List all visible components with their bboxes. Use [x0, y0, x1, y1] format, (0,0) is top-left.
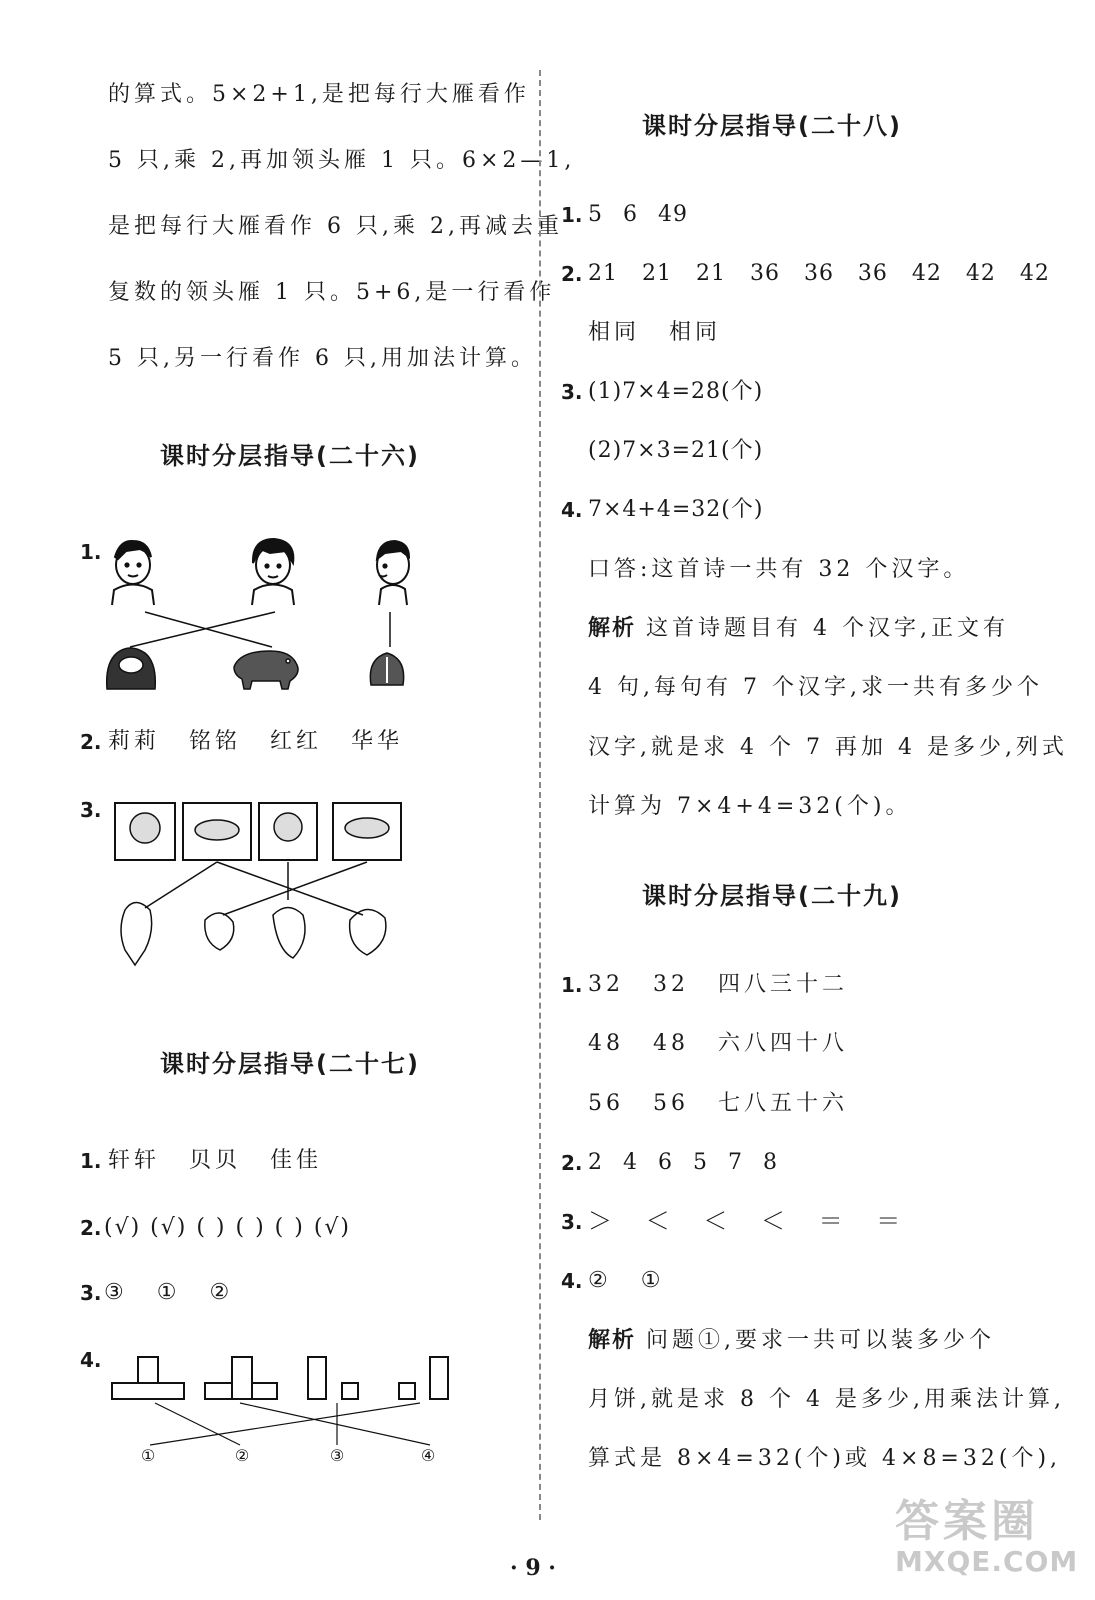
comparison-sign: ＝	[876, 1207, 905, 1235]
answer-word-1: 相同	[588, 320, 641, 345]
s26-q2-number: 2.	[80, 730, 102, 754]
continuation-line-5: 5 只,另一行看作 6 只,用加法计算。	[108, 346, 537, 371]
answer-name-2: 贝贝	[189, 1148, 242, 1173]
analysis-label: 解析	[588, 616, 637, 641]
analysis-text: 问题①,要求一共可以装多少个	[646, 1328, 996, 1353]
s27-q4-block-views-figure	[100, 1345, 470, 1475]
comparison-sign: ＝	[818, 1207, 847, 1235]
answer-circled-1: ②	[588, 1268, 612, 1293]
analysis-text: 这首诗题目有 4 个汉字,正文有	[646, 616, 1009, 641]
page-number: · 9 ·	[510, 1555, 556, 1581]
monkey-character-icon	[273, 908, 305, 959]
block-view-4	[399, 1383, 415, 1399]
multiplication-rhyme: 六八四十八	[718, 1031, 849, 1056]
s29-q2-number: 2.	[561, 1151, 583, 1175]
value: 48	[588, 1031, 624, 1056]
answer-circled-3: ②	[209, 1280, 234, 1305]
side-view-turtle-icon	[195, 820, 239, 840]
value: 48	[653, 1031, 689, 1056]
s28-q1-answers: 5 6 49	[588, 202, 688, 227]
s28-q4-equation: 7×4+4=32(个)	[588, 497, 764, 522]
s28-q2-answers: 21 21 21 36 36 36 42 42 42	[588, 261, 1050, 286]
animal-rear-icon-3	[370, 653, 403, 685]
option-label-3: ③	[329, 1446, 345, 1465]
s26-q3-number: 3.	[80, 798, 102, 822]
watermark	[895, 1496, 1079, 1578]
front-view-animal-icon	[130, 813, 160, 843]
column-divider	[539, 70, 541, 1520]
answer-word-2: 相同	[669, 320, 722, 345]
answer-name-1: 莉莉	[108, 729, 161, 754]
s28-q3-number: 3.	[561, 380, 583, 404]
s28-analysis-line-1	[588, 618, 1009, 640]
s29-q4-answers	[588, 1270, 664, 1292]
answer-name-1: 轩轩	[108, 1148, 161, 1173]
comparison-sign: ＜	[760, 1207, 789, 1235]
section-27-title: 课时分层指导(二十七)	[160, 1050, 420, 1078]
mouse-character-icon	[121, 903, 152, 966]
s29-q1-number: 1.	[561, 973, 583, 997]
value: 56	[653, 1091, 689, 1116]
s29-q3-number: 3.	[561, 1210, 583, 1234]
s29-q1-row-1	[588, 974, 848, 996]
value: 56	[588, 1091, 624, 1116]
s27-q3-number: 3.	[80, 1281, 102, 1305]
continuation-line-1: 的算式。5×2+1,是把每行大雁看作	[108, 82, 530, 107]
s27-q3-answers	[104, 1282, 233, 1304]
front-view-animal-icon-2	[274, 813, 302, 841]
continuation-line-4: 复数的领头雁 1 只。5+6,是一行看作	[108, 280, 556, 305]
small-animal-character-icon	[205, 913, 234, 950]
answer-name-3: 佳佳	[270, 1148, 323, 1173]
option-label-2: ②	[234, 1446, 250, 1465]
s29-analysis-line-2: 月饼,就是求 8 个 4 是多少,用乘法计算,	[588, 1387, 1065, 1412]
s28-q1-number: 1.	[561, 203, 583, 227]
s27-q2-answers: (√) (√) ( ) ( ) ( ) (√)	[104, 1215, 351, 1240]
s29-analysis-line-3: 算式是 8×4=32(个)或 4×8=32(个),	[588, 1446, 1062, 1471]
side-view-turtle-icon-2	[345, 818, 389, 838]
multiplication-rhyme: 七八五十六	[718, 1091, 849, 1116]
child-face-icon-3	[377, 541, 409, 605]
s29-q2-answers: 2 4 6 5 7 8	[588, 1150, 778, 1175]
value: 32	[588, 972, 624, 997]
answer-name-4: 华华	[351, 729, 404, 754]
comparison-sign: ＜	[703, 1207, 732, 1235]
s29-q3-answers	[588, 1209, 904, 1233]
s28-q3-part-1: (1)7×4=28(个)	[588, 379, 764, 404]
child-face-icon-1	[112, 541, 154, 605]
watermark-url: MXQE.COM	[895, 1545, 1079, 1578]
s27-q4-number: 4.	[80, 1348, 102, 1372]
block-view-3	[308, 1357, 326, 1399]
answer-circled-2: ①	[156, 1280, 181, 1305]
s29-q1-row-2	[588, 1033, 848, 1055]
continuation-line-2: 5 只,乘 2,再加领头雁 1 只。6×2—1,	[108, 148, 576, 173]
s28-q3-part-2: (2)7×3=21(个)	[588, 438, 764, 463]
s28-q2-answers-line-2	[588, 322, 721, 344]
answer-circled-1: ③	[104, 1280, 128, 1305]
s26-q2-answers	[108, 731, 403, 753]
answer-circled-2: ①	[640, 1268, 665, 1293]
analysis-label: 解析	[588, 1328, 637, 1353]
multiplication-rhyme: 四八三十二	[718, 972, 849, 997]
comparison-sign: ＞	[588, 1207, 616, 1235]
s28-q4-number: 4.	[561, 498, 583, 522]
animal-rear-icon-1	[107, 648, 156, 689]
option-label-1: ①	[140, 1446, 156, 1465]
s27-q1-number: 1.	[80, 1149, 102, 1173]
s27-q2-number: 2.	[80, 1216, 102, 1240]
section-28-title: 课时分层指导(二十八)	[642, 112, 902, 140]
s28-q2-number: 2.	[561, 262, 583, 286]
s26-q1-number: 1.	[80, 540, 102, 564]
s28-analysis-line-3: 汉字,就是求 4 个 7 再加 4 是多少,列式	[588, 735, 1068, 760]
s28-analysis-line-4: 计算为 7×4+4=32(个)。	[588, 794, 912, 819]
s26-q3-matching-figure	[105, 800, 415, 975]
s28-q4-answer: 口答:这首诗一共有 32 个汉字。	[588, 557, 970, 582]
answer-name-2: 铭铭	[189, 729, 242, 754]
continuation-line-3: 是把每行大雁看作 6 只,乘 2,再减去重	[108, 214, 563, 239]
s29-q4-number: 4.	[561, 1269, 583, 1293]
s29-q1-row-3	[588, 1093, 848, 1115]
value: 32	[653, 972, 689, 997]
comparison-sign: ＜	[645, 1207, 674, 1235]
section-29-title: 课时分层指导(二十九)	[642, 882, 902, 910]
s27-q1-answers	[108, 1150, 322, 1172]
option-label-4: ④	[420, 1446, 436, 1465]
bird-character-icon	[350, 909, 386, 955]
block-view-1	[112, 1383, 184, 1399]
animal-side-icon-2	[234, 651, 298, 689]
s29-analysis-line-1	[588, 1330, 995, 1352]
s28-analysis-line-2: 4 句,每句有 7 个汉字,求一共有多少个	[588, 675, 1043, 700]
child-face-icon-2	[252, 539, 294, 605]
watermark-logo: 答案圈	[895, 1496, 1039, 1547]
s26-q1-matching-figure	[100, 535, 430, 695]
section-26-title: 课时分层指导(二十六)	[160, 442, 420, 470]
answer-name-3: 红红	[270, 729, 323, 754]
